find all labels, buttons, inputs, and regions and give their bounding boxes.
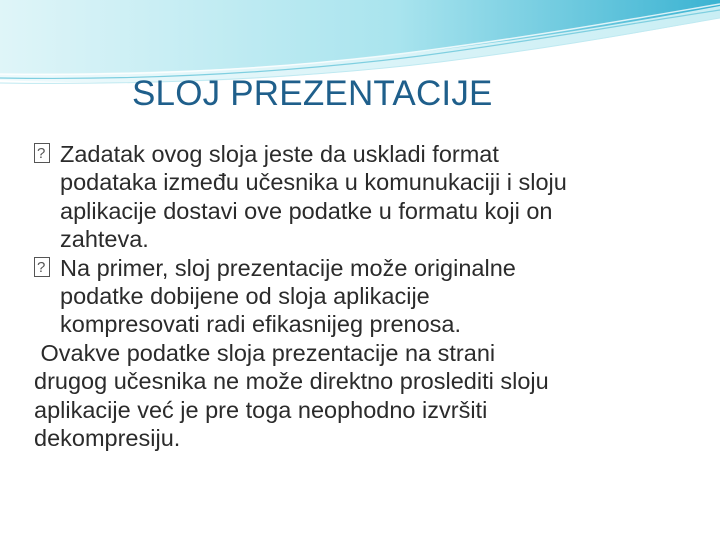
- bullet-line: Zadatak ovog sloja jeste da uskladi format: [60, 141, 499, 167]
- slide-title: SLOJ PREZENTACIJE: [132, 74, 493, 113]
- paragraph-line: drugog učesnika ne može direktno proslediti sloju: [34, 368, 549, 395]
- paragraph-line: Ovakve podatke sloja prezentacije na strani: [34, 339, 496, 366]
- body-paragraph: [34, 339, 694, 453]
- bullet-line: zahteva.: [60, 226, 149, 253]
- paragraph-line: dekompresiju.: [34, 425, 181, 452]
- paragraph-line: aplikacije već je pre toga neophodno izvršiti: [34, 396, 488, 423]
- unsupported-glyph-box-icon: [34, 143, 50, 163]
- bullet-item: [34, 254, 694, 339]
- bullet-line: aplikacije dostavi ove podatke u formatu koji on: [60, 197, 553, 224]
- slide-body: [34, 140, 694, 452]
- bullet-item: [34, 140, 694, 254]
- bullet-line: podatke dobijene od sloja aplikacije: [60, 283, 430, 310]
- bullet-line: Na primer, sloj prezentacije može originalne: [60, 254, 516, 281]
- bullet-line: kompresovati radi efikasnijeg prenosa.: [60, 311, 462, 338]
- unsupported-glyph-box-icon: [34, 257, 50, 277]
- bullet-line: podataka između učesnika u komunukaciji i sloju: [60, 169, 567, 196]
